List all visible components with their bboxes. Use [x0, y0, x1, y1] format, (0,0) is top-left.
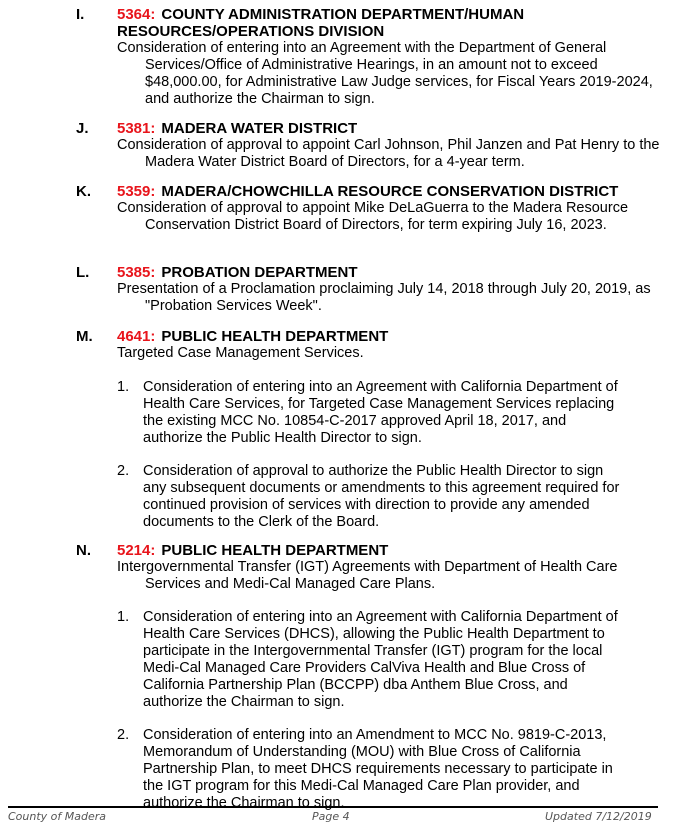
- item-number: 5385:: [117, 264, 156, 281]
- sub-item-text: Consideration of entering into an Agreement with California Department of Health Care Services (DHCS), allowing the Public Health Department to participate in the Intergovernmental Transfer (IGT) program for the local Medi-Cal Managed Care Providers CalViva Health and Blue Cross of California Partnership Plan (BCCPP) dba Anthem Blue Cross, and authorize the Chairman to sign.: [143, 609, 618, 710]
- item-title: MADERA/CHOWCHILLA RESOURCE CONSERVATION DISTRICT: [161, 183, 619, 200]
- sub-item-text: Consideration of entering into an Agreement with California Department of Health Care Services, for Targeted Case Management Services replacing the existing MCC No. 10854-C-2017 approved April 18, 2017, and authorize the Public Health Director to sign.: [143, 379, 618, 446]
- item-description: Consideration of entering into an Agreement with the Department of General Services/Office of Administrative Hearings, in an amount not to exceed $48,000.00, for Administrative Law Judge services, for Fiscal Years 2019-2024, and authorize the Chairman to sign.: [117, 40, 653, 107]
- footer-divider: [8, 806, 658, 808]
- sub-item-text: Consideration of entering into an Amendment to MCC No. 9819-C-2013, Memorandum of Understanding (MOU) with Blue Cross of California Partnership Plan, to meet DHCS requirements necessary to participate in the IGT program for this Medi-Cal Managed Care Plan provider, and authorize the Chairman to sign.: [143, 727, 613, 811]
- footer-updated-date: Updated 7/12/2019: [545, 810, 652, 823]
- item-letter: K.: [76, 183, 91, 200]
- item-letter: M.: [76, 328, 93, 345]
- item-letter: N.: [76, 542, 91, 559]
- sub-item-number: 2.: [117, 727, 130, 743]
- item-title: MADERA WATER DISTRICT: [161, 120, 358, 137]
- item-letter: J.: [76, 120, 89, 137]
- sub-item: [117, 727, 623, 812]
- agenda-item-n: [0, 542, 680, 812]
- item-letter: I.: [76, 6, 85, 23]
- item-description: Consideration of approval to appoint Mike DeLaGuerra to the Madera Resource Conservation District Board of Directors, for term expiring July 16, 2023.: [117, 200, 629, 233]
- footer-page-number: Page 4: [312, 810, 350, 823]
- item-title: PUBLIC HEALTH DEPARTMENT: [161, 542, 389, 559]
- item-heading: [117, 264, 657, 281]
- item-heading: [117, 183, 657, 200]
- item-description: Presentation of a Proclamation proclaiming July 14, 2018 through July 20, 2019, as "Probation Services Week".: [117, 281, 651, 314]
- item-title: COUNTY ADMINISTRATION DEPARTMENT/HUMAN RESOURCES/OPERATIONS DIVISION: [117, 6, 525, 40]
- item-description: Intergovernmental Transfer (IGT) Agreements with Department of Health Care Services and Medi-Cal Managed Care Plans.: [117, 559, 618, 592]
- item-number: 5381:: [117, 120, 156, 137]
- item-description: Consideration of approval to appoint Carl Johnson, Phil Janzen and Pat Henry to the Madera Water District Board of Directors, for a 4-year term.: [117, 137, 660, 170]
- sub-item-number: 1.: [117, 379, 130, 395]
- item-number: 5364:: [117, 6, 156, 23]
- agenda-item-l: [0, 264, 680, 315]
- item-heading: [117, 542, 657, 559]
- agenda-item-j: [0, 120, 680, 171]
- item-heading: [117, 6, 657, 40]
- sub-item-number: 1.: [117, 609, 130, 625]
- footer-county: County of Madera: [8, 810, 107, 823]
- item-number: 4641:: [117, 328, 156, 345]
- item-heading: [117, 120, 657, 137]
- item-heading: [117, 328, 657, 345]
- item-number: 5359:: [117, 183, 156, 200]
- sub-item: [117, 379, 623, 447]
- sub-item-text: Consideration of approval to authorize the Public Health Director to sign any subsequent documents or amendments to this agreement required for continued provision of services with direction to provide any amended documents to the Clerk of the Board.: [143, 463, 620, 530]
- item-title: PROBATION DEPARTMENT: [161, 264, 358, 281]
- agenda-item-k: [0, 183, 680, 234]
- sub-item: [117, 463, 623, 531]
- item-letter: L.: [76, 264, 90, 281]
- agenda-item-m: [0, 328, 680, 531]
- item-description: Targeted Case Management Services.: [117, 345, 364, 361]
- item-title: PUBLIC HEALTH DEPARTMENT: [161, 328, 389, 345]
- sub-item-number: 2.: [117, 463, 130, 479]
- agenda-item-i: [0, 6, 680, 108]
- sub-item: [117, 609, 623, 711]
- item-number: 5214:: [117, 542, 156, 559]
